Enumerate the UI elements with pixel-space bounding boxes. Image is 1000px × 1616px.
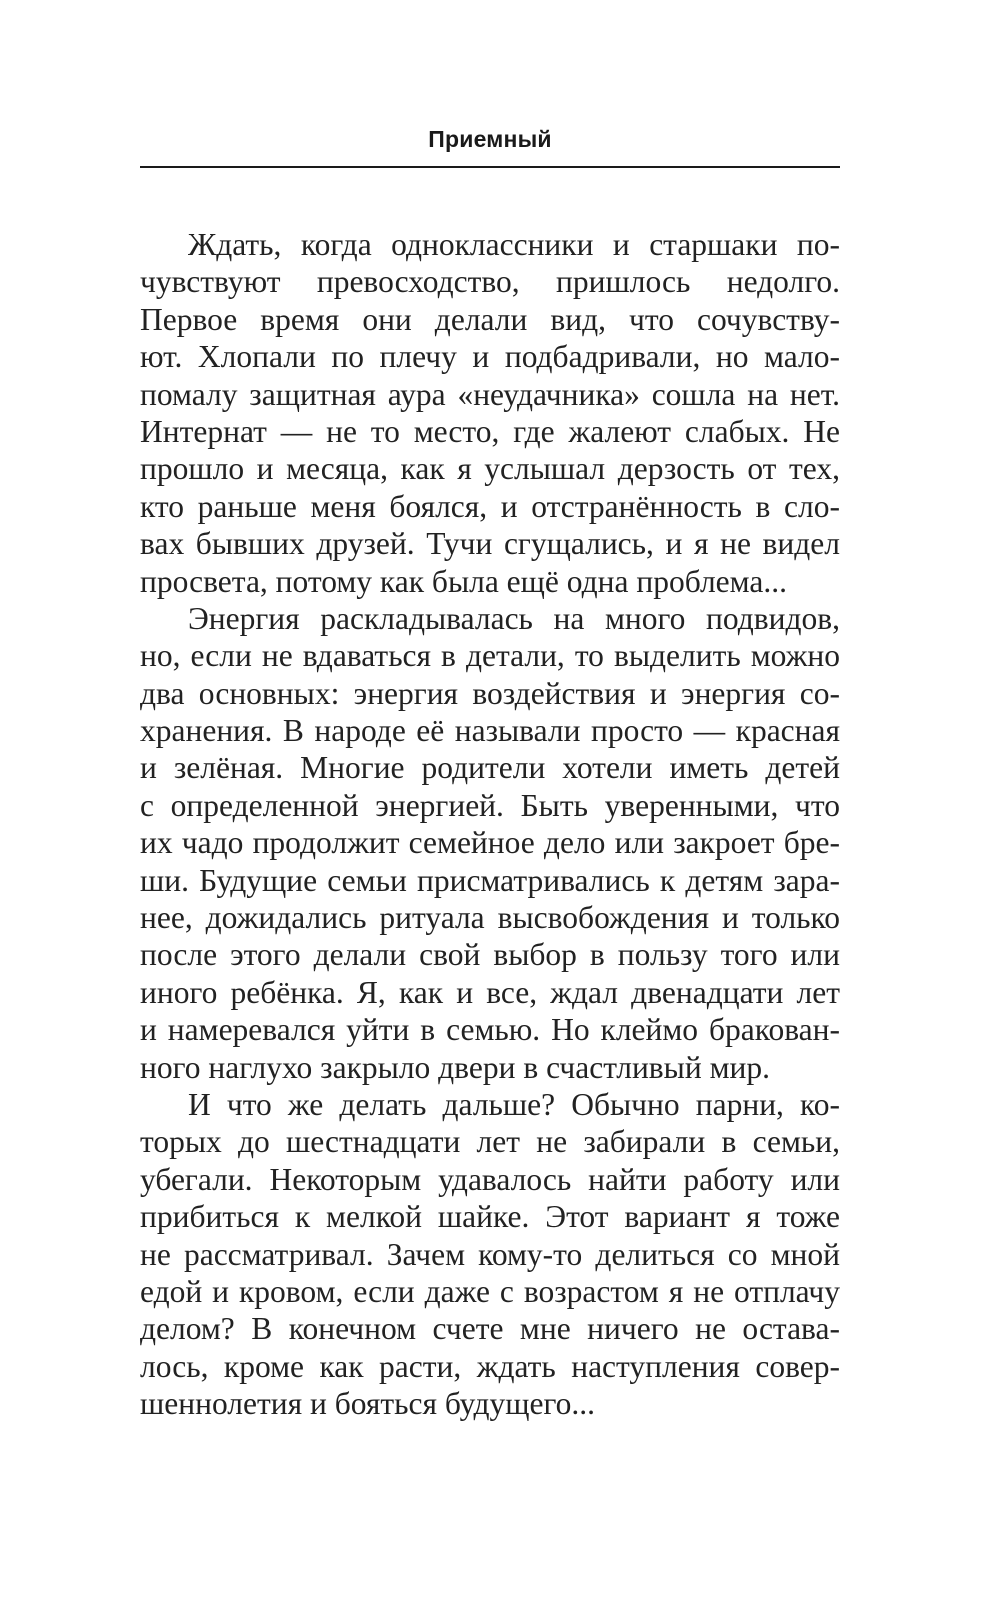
header-rule — [140, 166, 840, 168]
text-line: делом? В конечном счете мне ничего не остава- — [140, 1311, 840, 1347]
text-line: Первое время они делали вид, что сочувству- — [140, 301, 840, 337]
body-text — [140, 226, 840, 1423]
text-line: с определенной энергией. Быть уверенными, что — [140, 787, 840, 823]
text-line: прошло и месяца, как я услышал дерзость от тех, — [140, 451, 840, 487]
running-head: Приемный — [428, 126, 552, 152]
text-line: и намеревался уйти в семью. Но клеймо бракован- — [140, 1012, 840, 1048]
text-line: прибиться к мелкой шайке. Этот вариант я тоже — [140, 1199, 840, 1235]
text-line: ют. Хлопали по плечу и подбадривали, но мало- — [140, 339, 840, 375]
text-line: ного наглухо закрыло двери в счастливый мир. — [140, 1049, 770, 1085]
text-line: нее, дожидались ритуала высвобождения и только — [140, 900, 840, 936]
text-line: торых до шестнадцати лет не забирали в семьи, — [140, 1124, 840, 1160]
text-line: после этого делали свой выбор в пользу того или — [140, 937, 840, 973]
text-line: шеннолетия и бояться будущего... — [140, 1386, 595, 1422]
text-line: просвета, потому как была ещё одна проблема... — [140, 563, 787, 599]
text-line: помалу защитная аура «неудачника» сошла на нет. — [140, 376, 840, 412]
text-line: Ждать, когда одноклассники и старшаки по- — [188, 227, 840, 262]
paragraph — [140, 226, 840, 600]
paragraph — [140, 1086, 840, 1423]
paragraph — [140, 600, 840, 1086]
text-line: лось, кроме как расти, ждать наступления совер- — [140, 1348, 840, 1384]
text-line: но, если не вдаваться в детали, то выделить можно — [140, 638, 840, 674]
text-line: чувствуют превосходство, пришлось недолго. — [140, 264, 840, 300]
text-line: Интернат — не то место, где жалеют слабых. Не — [140, 413, 840, 449]
text-line: два основных: энергия воздействия и энергия со- — [140, 675, 840, 711]
text-line: хранения. В народе её называли просто — красная — [140, 713, 840, 749]
text-line: И что же делать дальше? Обычно парни, ко- — [188, 1086, 840, 1122]
text-line: кто раньше меня боялся, и отстранённость в сло- — [140, 488, 840, 524]
text-line: ши. Будущие семьи присматривались к детям зара- — [140, 862, 840, 898]
text-line: не рассматривал. Зачем кому-то делиться со мной — [140, 1236, 840, 1272]
text-line: и зелёная. Многие родители хотели иметь детей — [140, 750, 840, 786]
text-line: иного ребёнка. Я, как и все, ждал двенадцати лет — [140, 974, 840, 1010]
text-line: убегали. Некоторым удавалось найти работу или — [140, 1161, 840, 1197]
text-line: едой и кровом, если даже с возрастом я не отплачу — [140, 1273, 840, 1309]
text-line: вах бывших друзей. Тучи сгущались, и я не видел — [140, 526, 840, 562]
text-line: их чадо продолжит семейное дело или закроет бре- — [140, 825, 840, 861]
text-line: Энергия раскладывалась на много подвидов, — [188, 600, 840, 636]
